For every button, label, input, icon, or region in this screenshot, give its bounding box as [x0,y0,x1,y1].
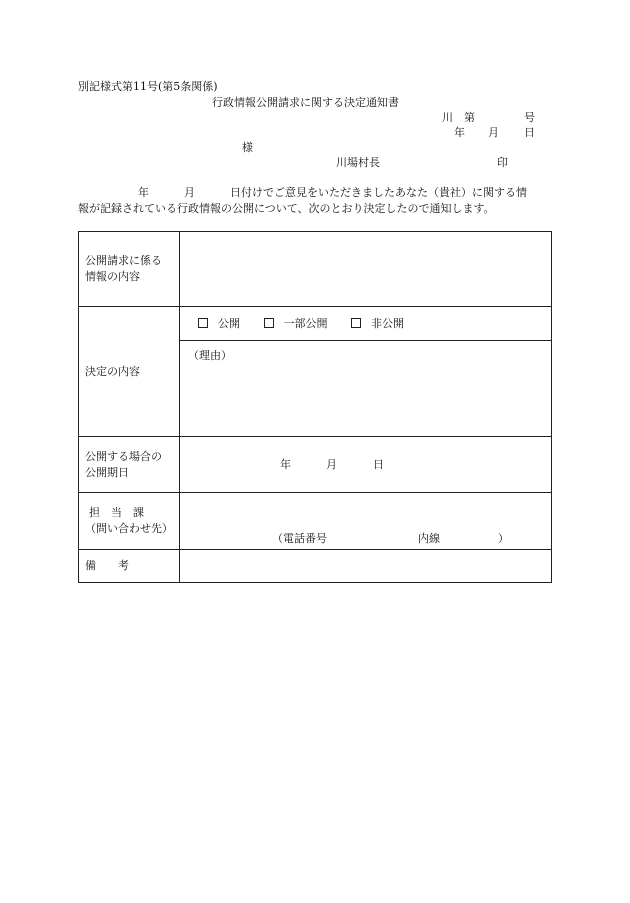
option-non-disclose[interactable] [351,316,404,332]
document-title: 行政情報公開請求に関する決定通知書 [212,96,399,109]
issue-date-year: 年 [454,126,465,139]
checkbox-non-disclose[interactable] [351,318,361,328]
field-remarks[interactable] [180,550,552,583]
label-information-content-line2: 情報の内容 [85,270,140,283]
field-reason[interactable] [180,341,552,437]
issue-date-month: 月 [488,126,499,139]
option-partial-disclose[interactable] [264,316,328,332]
row-information-content [79,232,552,307]
option-non-disclose-label: 非公開 [371,316,404,330]
option-partial-disclose-label: 一部公開 [283,316,328,330]
addressee-suffix: 様 [242,141,253,154]
field-disclosure-date[interactable] [180,437,552,493]
label-disclosure-date-line2: 公開期日 [85,465,129,479]
label-information-content-line1: 公開請求に係る [85,254,162,267]
close-paren: ） [498,532,509,545]
field-information-content[interactable] [180,232,552,307]
row-contact-section [79,493,552,550]
form-number: 別記様式第11号(第5条関係) [78,80,218,93]
label-contact-section [79,493,180,550]
label-disclosure-date-line1: 公開する場合の [85,449,162,463]
option-disclose[interactable] [198,316,240,332]
label-remarks: 備 考 [79,550,180,583]
decision-options [180,307,552,341]
issue-date-day: 日 [524,126,535,139]
body-year: 年 [138,186,149,199]
disclosure-date-day: 日 [373,457,384,471]
body-line1: 日付けでご意見をいただきましたあなた（貴社）に関する情 [230,186,527,199]
phone-label: （電話番号 [272,532,327,545]
row-decision-options [79,307,552,341]
body-line2: 報が記録されている行政情報の公開について、次のとおり決定したので通知します。 [78,202,495,215]
checkbox-disclose[interactable] [198,318,208,328]
label-information-content [79,232,180,307]
extension-label: 内線 [418,532,440,545]
doc-number-mid: 第 [464,111,475,124]
doc-number-suffix: 号 [524,111,535,124]
doc-number-prefix: 川 [442,111,453,124]
decision-table [78,231,552,583]
label-disclosure-date [79,437,180,493]
option-disclose-label: 公開 [218,316,240,330]
checkbox-partial-disclose[interactable] [264,318,274,328]
label-decision-content: 決定の内容 [79,307,180,437]
field-contact-section[interactable] [180,493,552,550]
body-month: 月 [184,186,195,199]
seal-mark: 印 [497,156,508,169]
row-remarks [79,550,552,583]
label-contact-section-line2: （問い合わせ先） [85,522,173,535]
label-contact-section-line1: 担 当 課 [89,506,144,519]
issuer-name: 川場村長 [336,156,380,169]
disclosure-date-month: 月 [326,457,337,471]
disclosure-date-year: 年 [280,457,291,471]
reason-label: （理由） [188,349,232,362]
row-disclosure-date [79,437,552,493]
